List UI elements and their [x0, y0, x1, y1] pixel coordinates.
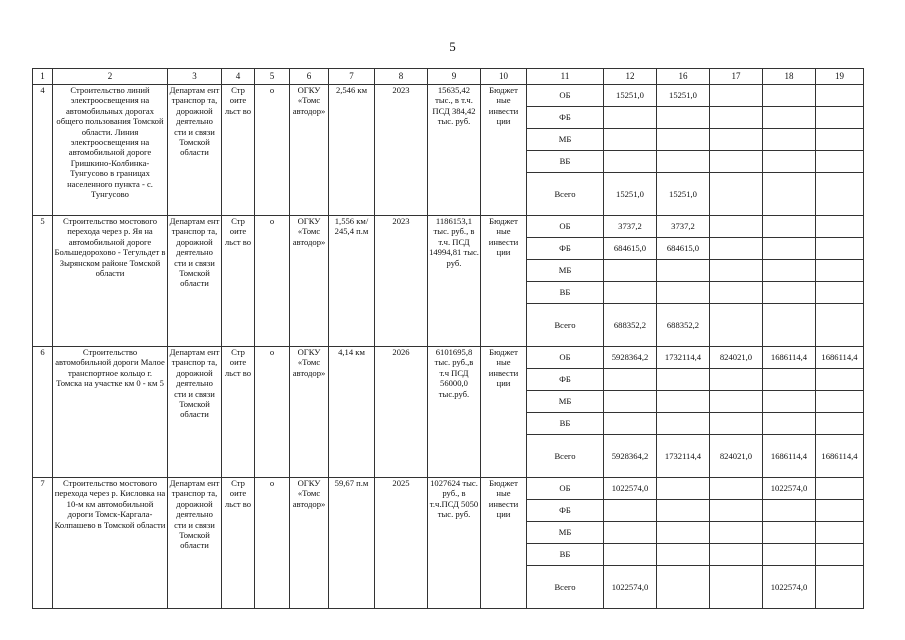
category: о	[255, 216, 290, 347]
amount-c17	[710, 522, 763, 544]
amount-c19	[816, 566, 864, 609]
amount-c16: 688352,2	[657, 304, 710, 347]
capacity: 2,546 км	[329, 85, 375, 216]
amount-c12	[604, 369, 657, 391]
capacity: 1,556 км/ 245,4 п.м	[329, 216, 375, 347]
amount-c17	[710, 260, 763, 282]
row-number: 5	[33, 216, 53, 347]
amount-c16	[657, 478, 710, 500]
amount-c16: 1732114,4	[657, 435, 710, 478]
amount-c18	[763, 544, 816, 566]
funding-source: МБ	[527, 391, 604, 413]
amount-c12	[604, 260, 657, 282]
column-header: 5	[255, 69, 290, 85]
column-header: 11	[527, 69, 604, 85]
column-header: 7	[329, 69, 375, 85]
column-header: 12	[604, 69, 657, 85]
funding-source: ВБ	[527, 282, 604, 304]
completion-year: 2025	[375, 478, 428, 609]
amount-c18	[763, 369, 816, 391]
amount-c17	[710, 566, 763, 609]
object-name: Строительство линий электроосвещения на автомобильных дорогах общего пользования Томской области. Линия электроосвещения на автомобильной дороге Гришкино-Колбинка-Тунгусово в границах населенного пункта - с. Тунгусово	[53, 85, 168, 216]
amount-c19	[816, 413, 864, 435]
amount-c19	[816, 107, 864, 129]
department: Департам ент транспор та, дорожной деятельно сти и связи Томской области	[168, 216, 222, 347]
amount-c16	[657, 544, 710, 566]
amount-c18	[763, 500, 816, 522]
amount-c17	[710, 500, 763, 522]
funding-source: МБ	[527, 260, 604, 282]
funding-source: Всего	[527, 173, 604, 216]
amount-c18: 1022574,0	[763, 478, 816, 500]
amount-c12	[604, 107, 657, 129]
amount-c12	[604, 522, 657, 544]
amount-c16	[657, 129, 710, 151]
amount-c17	[710, 129, 763, 151]
funding-source: МБ	[527, 129, 604, 151]
amount-c17: 824021,0	[710, 347, 763, 369]
header-row	[33, 69, 864, 85]
amount-c19	[816, 173, 864, 216]
object-name: Строительство мостового перехода через р. Кисловка на 10-м км автомобильной дороги Томск-Каргала-Колпашево в Томской области	[53, 478, 168, 609]
amount-c12: 688352,2	[604, 304, 657, 347]
amount-c19	[816, 151, 864, 173]
funding-source: ФБ	[527, 500, 604, 522]
row-number: 6	[33, 347, 53, 478]
funding-source: ФБ	[527, 107, 604, 129]
estimated-cost: 1027624 тыс. руб., в т.ч.ПСД 5050 тыс. руб.	[428, 478, 481, 609]
amount-c17	[710, 391, 763, 413]
funding-source: ФБ	[527, 369, 604, 391]
amount-c18	[763, 304, 816, 347]
customer: ОГКУ «Томс автодор»	[290, 347, 329, 478]
department: Департам ент транспор та, дорожной деятельно сти и связи Томской области	[168, 478, 222, 609]
amount-c12: 684615,0	[604, 238, 657, 260]
amount-c17	[710, 478, 763, 500]
funding-source: ФБ	[527, 238, 604, 260]
amount-c17	[710, 173, 763, 216]
amount-c16	[657, 282, 710, 304]
table-row	[33, 478, 864, 500]
work-type: Стр оите льст во	[222, 478, 255, 609]
amount-c18: 1686114,4	[763, 347, 816, 369]
estimated-cost: 15635,42 тыс., в т.ч. ПСД 384,42 тыс. руб.	[428, 85, 481, 216]
customer: ОГКУ «Томс автодор»	[290, 216, 329, 347]
amount-c12	[604, 544, 657, 566]
amount-c16: 15251,0	[657, 85, 710, 107]
amount-c17	[710, 544, 763, 566]
funding-source: Всего	[527, 435, 604, 478]
customer: ОГКУ «Томс автодор»	[290, 478, 329, 609]
column-header: 10	[481, 69, 527, 85]
column-header: 16	[657, 69, 710, 85]
funding-source: ОБ	[527, 216, 604, 238]
amount-c12	[604, 391, 657, 413]
category: о	[255, 347, 290, 478]
column-header: 3	[168, 69, 222, 85]
column-header: 19	[816, 69, 864, 85]
column-header: 18	[763, 69, 816, 85]
column-header: 6	[290, 69, 329, 85]
amount-c19	[816, 544, 864, 566]
funding-source: МБ	[527, 522, 604, 544]
funding-source: Всего	[527, 304, 604, 347]
amount-c19	[816, 238, 864, 260]
funding-source: Всего	[527, 566, 604, 609]
amount-c16	[657, 413, 710, 435]
amount-c12: 3737,2	[604, 216, 657, 238]
customer: ОГКУ «Томс автодор»	[290, 85, 329, 216]
work-type: Стр оите льст во	[222, 85, 255, 216]
investment-form: Бюджет ные инвести ции	[481, 347, 527, 478]
amount-c18	[763, 413, 816, 435]
capacity: 4,14 км	[329, 347, 375, 478]
column-header: 1	[33, 69, 53, 85]
amount-c16	[657, 107, 710, 129]
column-header: 4	[222, 69, 255, 85]
amount-c17	[710, 413, 763, 435]
amount-c18	[763, 238, 816, 260]
column-header: 2	[53, 69, 168, 85]
column-header: 8	[375, 69, 428, 85]
amount-c17	[710, 369, 763, 391]
amount-c16	[657, 500, 710, 522]
amount-c18: 1022574,0	[763, 566, 816, 609]
category: о	[255, 85, 290, 216]
table-row	[33, 216, 864, 238]
amount-c18	[763, 522, 816, 544]
completion-year: 2026	[375, 347, 428, 478]
amount-c18	[763, 173, 816, 216]
amount-c16	[657, 369, 710, 391]
work-type: Стр оите льст во	[222, 347, 255, 478]
category: о	[255, 478, 290, 609]
amount-c19	[816, 391, 864, 413]
investment-form: Бюджет ные инвести ции	[481, 216, 527, 347]
funding-source: ОБ	[527, 85, 604, 107]
amount-c16	[657, 391, 710, 413]
object-name: Строительство автомобильной дороги Малое транспортное кольцо г. Томска на участке км 0 - км 5	[53, 347, 168, 478]
amount-c17	[710, 151, 763, 173]
amount-c19	[816, 478, 864, 500]
estimated-cost: 6101695,8 тыс. руб.,в т.ч ПСД 56000,0 тыс.руб.	[428, 347, 481, 478]
amount-c19	[816, 129, 864, 151]
amount-c16: 1732114,4	[657, 347, 710, 369]
department: Департам ент транспор та, дорожной деятельно сти и связи Томской области	[168, 85, 222, 216]
amount-c12: 1022574,0	[604, 478, 657, 500]
column-header: 9	[428, 69, 481, 85]
amount-c17	[710, 107, 763, 129]
funding-source: ОБ	[527, 478, 604, 500]
completion-year: 2023	[375, 216, 428, 347]
amount-c18	[763, 260, 816, 282]
amount-c12: 1022574,0	[604, 566, 657, 609]
page-number: 5	[449, 39, 456, 54]
amount-c12	[604, 500, 657, 522]
amount-c16	[657, 522, 710, 544]
amount-c12	[604, 282, 657, 304]
column-header: 17	[710, 69, 763, 85]
row-number: 4	[33, 85, 53, 216]
amount-c18	[763, 107, 816, 129]
amount-c16	[657, 151, 710, 173]
amount-c19	[816, 522, 864, 544]
amount-c16	[657, 260, 710, 282]
amount-c12: 5928364,2	[604, 347, 657, 369]
amount-c19: 1686114,4	[816, 347, 864, 369]
amount-c17	[710, 238, 763, 260]
amount-c18	[763, 151, 816, 173]
amount-c12	[604, 129, 657, 151]
funding-source: ВБ	[527, 544, 604, 566]
amount-c18: 1686114,4	[763, 435, 816, 478]
work-type: Стр оите льст во	[222, 216, 255, 347]
funding-source: ВБ	[527, 413, 604, 435]
amount-c19	[816, 216, 864, 238]
amount-c19	[816, 369, 864, 391]
amount-c17: 824021,0	[710, 435, 763, 478]
amount-c16: 684615,0	[657, 238, 710, 260]
amount-c18	[763, 391, 816, 413]
amount-c19	[816, 260, 864, 282]
amount-c16: 3737,2	[657, 216, 710, 238]
amount-c17	[710, 304, 763, 347]
amount-c19	[816, 500, 864, 522]
amount-c12: 15251,0	[604, 173, 657, 216]
amount-c12: 15251,0	[604, 85, 657, 107]
amount-c19	[816, 85, 864, 107]
table-row	[33, 85, 864, 107]
amount-c17	[710, 85, 763, 107]
department: Департам ент транспор та, дорожной деятельно сти и связи Томской области	[168, 347, 222, 478]
amount-c18	[763, 85, 816, 107]
amount-c19	[816, 282, 864, 304]
amount-c12: 5928364,2	[604, 435, 657, 478]
table-row	[33, 347, 864, 369]
investment-form: Бюджет ные инвести ции	[481, 478, 527, 609]
amount-c18	[763, 129, 816, 151]
amount-c16	[657, 566, 710, 609]
row-number: 7	[33, 478, 53, 609]
amount-c18	[763, 282, 816, 304]
capacity: 59,67 п.м	[329, 478, 375, 609]
funding-source: ОБ	[527, 347, 604, 369]
object-name: Строительство мостового перехода через р. Яя на автомобильной дороге Большедорохово - Тегульдет в Зырянском районе Томской области	[53, 216, 168, 347]
amount-c12	[604, 413, 657, 435]
investment-form: Бюджет ные инвести ции	[481, 85, 527, 216]
amount-c17	[710, 216, 763, 238]
amount-c18	[763, 216, 816, 238]
amount-c16: 15251,0	[657, 173, 710, 216]
amount-c19: 1686114,4	[816, 435, 864, 478]
amount-c12	[604, 151, 657, 173]
investment-table	[32, 68, 864, 609]
amount-c19	[816, 304, 864, 347]
completion-year: 2023	[375, 85, 428, 216]
estimated-cost: 1186153,1 тыс. руб., в т.ч. ПСД 14994,81 тыс. руб.	[428, 216, 481, 347]
funding-source: ВБ	[527, 151, 604, 173]
amount-c17	[710, 282, 763, 304]
